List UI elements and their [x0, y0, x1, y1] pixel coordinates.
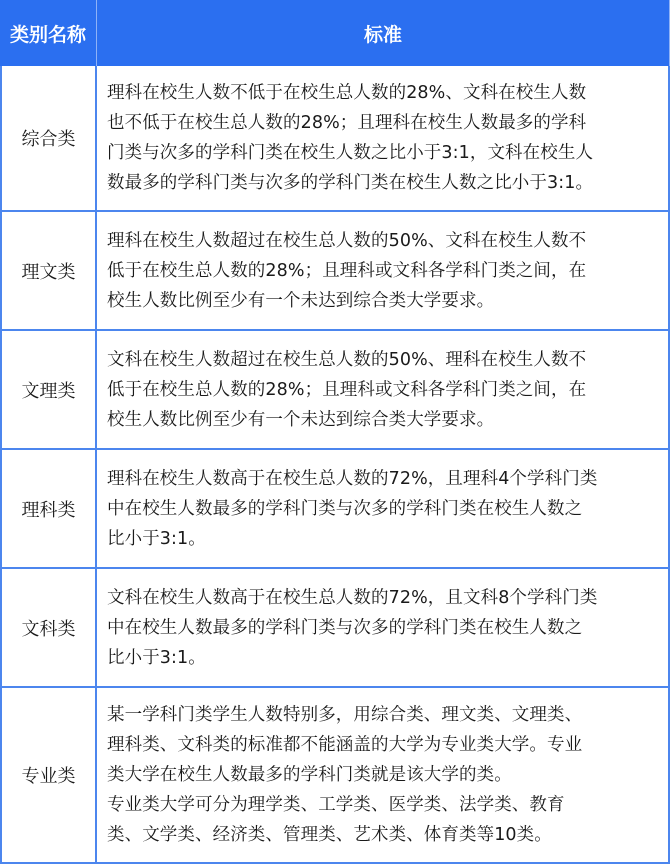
standard-line: 比小于3:1。 — [107, 528, 206, 549]
standard-line: 校生人数比例至少有一个未达到综合类大学要求。 — [107, 409, 495, 430]
standard-cell — [97, 212, 670, 331]
category-cell: 综合类 — [0, 66, 97, 212]
standard-line: 文科在校生人数超过在校生总人数的50%、理科在校生人数不 — [107, 349, 587, 370]
standard-line: 数最多的学科门类与次多的学科门类在校生人数之比小于3:1。 — [107, 173, 594, 193]
standard-line: 理科类、文科类的标准都不能涵盖的大学为专业类大学。专业 — [107, 735, 583, 755]
category-cell: 文科类 — [0, 569, 97, 688]
standard-line: 某一学科门类学生人数特别多，用综合类、理文类、文理类、 — [107, 705, 583, 725]
standard-line: 文科在校生人数高于在校生总人数的72%，且文科8个学科门类 — [107, 587, 598, 608]
standard-line: 类、文学类、经济类、管理类、艺术类、体育类等10类。 — [107, 825, 552, 845]
standard-cell — [97, 331, 670, 450]
category-cell: 文理类 — [0, 331, 97, 450]
standard-line: 理科在校生人数超过在校生总人数的50%、文科在校生人数不 — [107, 230, 587, 251]
header-category-name: 类别名称 — [0, 0, 97, 66]
standard-line: 也不低于在校生总人数的28%；且理科在校生人数最多的学科 — [107, 113, 587, 133]
standard-line: 专业类大学可分为理学类、工学类、医学类、法学类、教育 — [107, 795, 565, 815]
standard-line: 低于在校生总人数的28%；且理科或文科各学科门类之间，在 — [107, 260, 587, 281]
standard-line: 校生人数比例至少有一个未达到综合类大学要求。 — [107, 290, 495, 311]
standard-cell — [97, 66, 670, 212]
category-cell: 专业类 — [0, 688, 97, 864]
standard-line: 中在校生人数最多的学科门类与次多的学科门类在校生人数之 — [107, 617, 583, 638]
standard-line: 低于在校生总人数的28%；且理科或文科各学科门类之间，在 — [107, 379, 587, 400]
header-standard: 标准 — [97, 0, 670, 66]
standard-line: 门类与次多的学科门类在校生人数之比小于3:1，文科在校生人 — [107, 143, 594, 163]
standard-line: 中在校生人数最多的学科门类与次多的学科门类在校生人数之 — [107, 498, 583, 519]
category-cell: 理文类 — [0, 212, 97, 331]
standard-line: 比小于3:1。 — [107, 647, 206, 668]
standard-cell — [97, 688, 670, 864]
standard-line: 类大学在校生人数最多的学科门类就是该大学的类。 — [107, 765, 512, 785]
category-cell: 理科类 — [0, 450, 97, 569]
standard-cell — [97, 450, 670, 569]
standard-line: 理科在校生人数不低于在校生总人数的28%、文科在校生人数 — [107, 83, 587, 103]
standard-cell — [97, 569, 670, 688]
standard-line: 理科在校生人数高于在校生总人数的72%，且理科4个学科门类 — [107, 468, 598, 489]
